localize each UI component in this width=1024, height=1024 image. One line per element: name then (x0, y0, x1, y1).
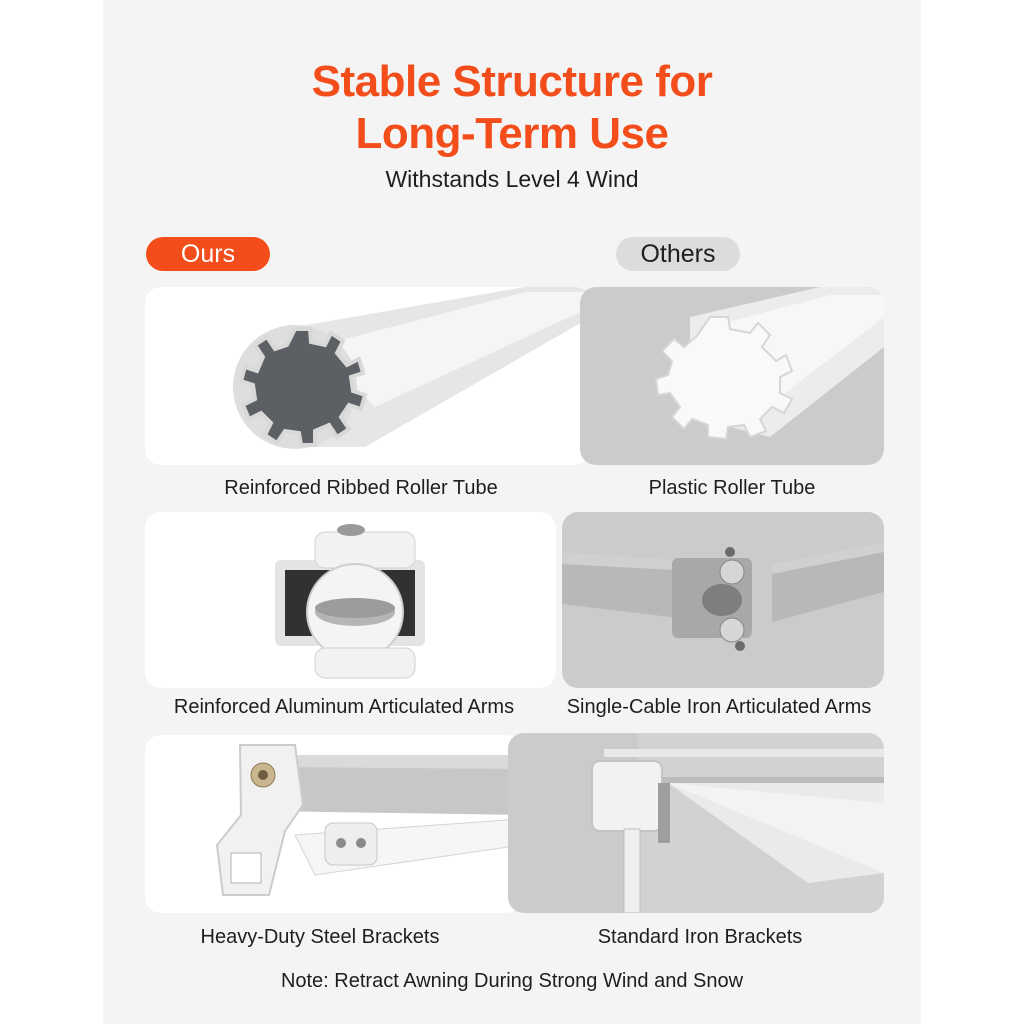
others-articulated-arm-caption: Single-Cable Iron Articulated Arms (566, 696, 872, 718)
page-title-line-1: Stable Structure for (311, 57, 713, 106)
others-bracket-image (508, 733, 884, 913)
footnote: Note: Retract Awning During Strong Wind and Snow (280, 970, 744, 992)
others-articulated-arm-image (562, 512, 884, 688)
ours-bracket-image (145, 735, 522, 913)
page-title-line-2: Long-Term Use (355, 109, 669, 158)
ours-bracket-caption: Heavy-Duty Steel Brackets (200, 926, 440, 948)
others-roller-tube-caption: Plastic Roller Tube (648, 477, 816, 499)
ours-badge: Ours (146, 237, 270, 271)
ours-roller-tube-image (145, 287, 591, 465)
others-badge: Others (616, 237, 740, 271)
others-bracket-caption: Standard Iron Brackets (597, 926, 803, 948)
others-roller-tube-image (580, 287, 884, 465)
ours-articulated-arm-image (145, 512, 556, 688)
ours-roller-tube-caption: Reinforced Ribbed Roller Tube (224, 477, 498, 499)
page-subtitle: Withstands Level 4 Wind (385, 166, 639, 192)
ours-articulated-arm-caption: Reinforced Aluminum Articulated Arms (173, 696, 515, 718)
